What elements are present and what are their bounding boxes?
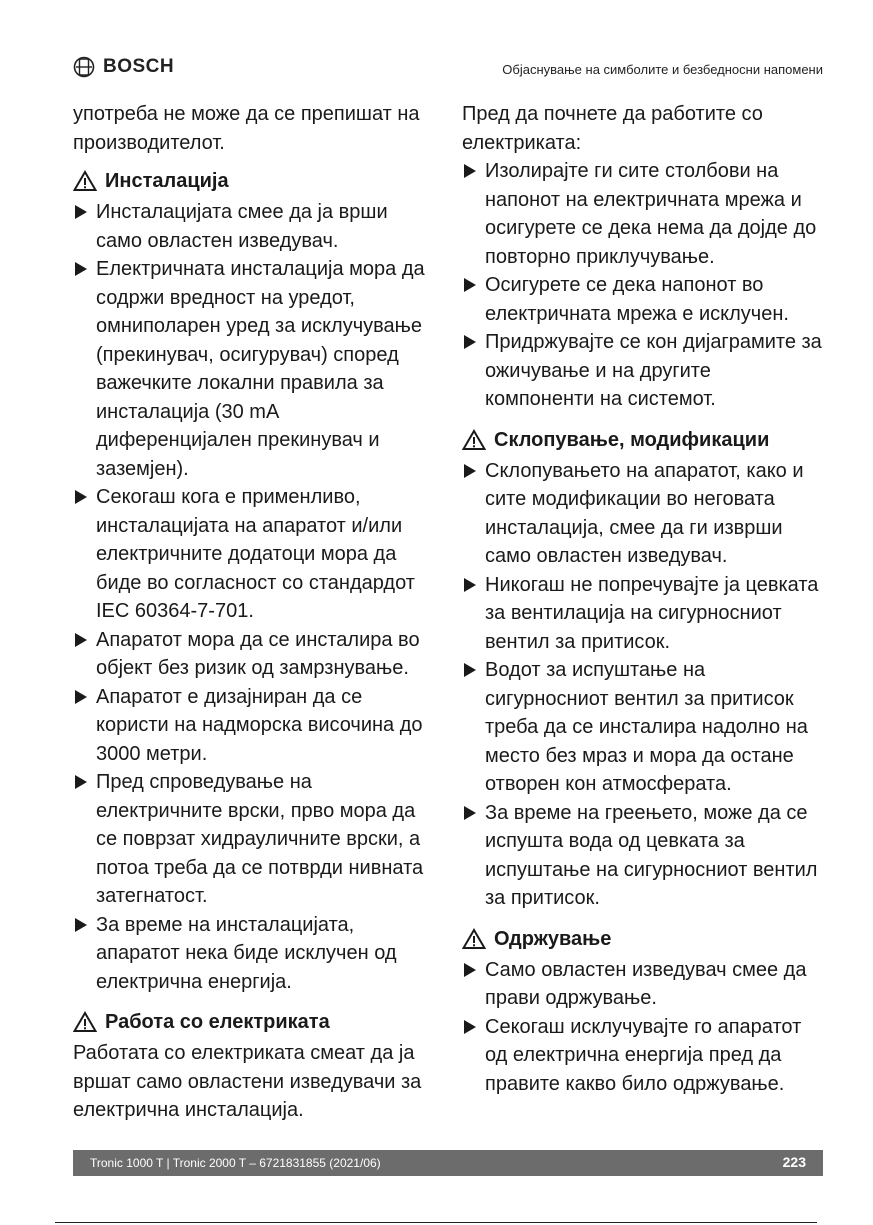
bullet-arrow-icon xyxy=(75,490,87,504)
warning-icon xyxy=(462,928,486,950)
warning-icon xyxy=(462,429,486,451)
warning-icon xyxy=(73,170,97,192)
bullet-arrow-icon xyxy=(464,164,476,178)
list-item: Апаратот е дизајниран да се користи на надморска височина до 3000 метри. xyxy=(73,683,435,769)
list-item: За време на инсталацијата, апаратот нека биде исклучен од електрична енергија. xyxy=(73,911,435,997)
document-reference: Tronic 1000 T | Tronic 2000 T – 6721831855 (2021/06) xyxy=(90,1156,381,1170)
list-item: Електричната инсталација мора да содржи вредност на уредот, омниполарен уред за исклучување (прекинувач, осигурувач) според важечките локални правила за инсталација (30 mA диференцијален прекинувач и заземјен). xyxy=(73,255,435,483)
brand-name: BOSCH xyxy=(103,56,175,77)
bullet-arrow-icon xyxy=(75,690,87,704)
bosch-armature-icon xyxy=(73,56,95,78)
bullet-arrow-icon xyxy=(464,1020,476,1034)
maintenance-list xyxy=(462,956,824,1099)
bullet-arrow-icon xyxy=(464,464,476,478)
list-item: Апаратот мора да се инсталира во објект без ризик од замрзнување. xyxy=(73,626,435,683)
bullet-arrow-icon xyxy=(464,278,476,292)
list-item: Осигурете се дека напонот во електричната мрежа е исклучен. xyxy=(462,271,824,328)
list-item: Водот за испуштање на сигурносниот вентил за притисок треба да се инсталира надолно на место без мраз и мора да остане отворен кон атмосферата. xyxy=(462,656,824,799)
left-column xyxy=(73,100,435,1125)
warning-icon xyxy=(73,1011,97,1033)
bullet-arrow-icon xyxy=(464,963,476,977)
electrics-intro: Пред да почнете да работите со електриката: xyxy=(462,103,763,154)
bullet-arrow-icon xyxy=(75,918,87,932)
list-item: Склопувањето на апаратот, како и сите модификации во неговата инсталација, смее да ги изврши само овластен изведувач. xyxy=(462,457,824,571)
bosch-logo xyxy=(73,56,174,78)
intro-text: употреба не може да се препишат на производителот. xyxy=(73,103,420,154)
installation-heading: Инсталација xyxy=(73,167,435,195)
list-item: Инсталацијата смее да ја врши само овластен изведувач. xyxy=(73,198,435,255)
bullet-arrow-icon xyxy=(464,578,476,592)
bullet-arrow-icon xyxy=(75,262,87,276)
bullet-arrow-icon xyxy=(75,205,87,219)
installation-list xyxy=(73,198,435,996)
maintenance-heading: Одржување xyxy=(462,925,824,953)
page-footer xyxy=(73,1150,823,1176)
assembly-heading: Склопување, модификации xyxy=(462,426,824,454)
bottom-divider xyxy=(55,1222,817,1223)
list-item: Никогаш не попречувајте ја цевката за вентилација на сигурносниот вентил за притисок. xyxy=(462,571,824,657)
list-item: Пред спроведување на електричните врски, прво мора да се поврзат хидрауличните врски, а потоа треба да се потврди нивната затегнатост. xyxy=(73,768,435,911)
electrics-list xyxy=(462,157,824,414)
right-column xyxy=(462,100,824,1110)
section-title: Објаснување на симболите и безбедносни напомени xyxy=(502,62,823,77)
list-item: Придржувајте се кон дијаграмите за ожичување и на другите компоненти на системот. xyxy=(462,328,824,414)
bullet-arrow-icon xyxy=(464,335,476,349)
list-item: За време на греењето, може да се испушта вода од цевката за испуштање на сигурносниот вентил за притисок. xyxy=(462,799,824,913)
electrics-text: Работата со електриката смеат да ја вршат само овластени изведувачи за електрична инсталација. xyxy=(73,1042,422,1121)
list-item: Секогаш исклучувајте го апаратот од електрична енергија пред да правите какво било одржување. xyxy=(462,1013,824,1099)
bullet-arrow-icon xyxy=(464,806,476,820)
electrics-heading: Работа со електриката xyxy=(73,1008,435,1036)
list-item: Само овластен изведувач смее да прави одржување. xyxy=(462,956,824,1013)
bullet-arrow-icon xyxy=(75,633,87,647)
bullet-arrow-icon xyxy=(75,775,87,789)
list-item: Секогаш кога е применливо, инсталацијата на апаратот и/или електричните додатоци мора да биде во согласност со стандардот IEC 60364-7-701. xyxy=(73,483,435,626)
assembly-list xyxy=(462,457,824,913)
page-number: 223 xyxy=(782,1154,806,1170)
bullet-arrow-icon xyxy=(464,663,476,677)
page-header xyxy=(73,54,823,84)
list-item: Изолирајте ги сите столбови на напонот на електричната мрежа и осигурете се дека нема да дојде до повторно приклучување. xyxy=(462,157,824,271)
